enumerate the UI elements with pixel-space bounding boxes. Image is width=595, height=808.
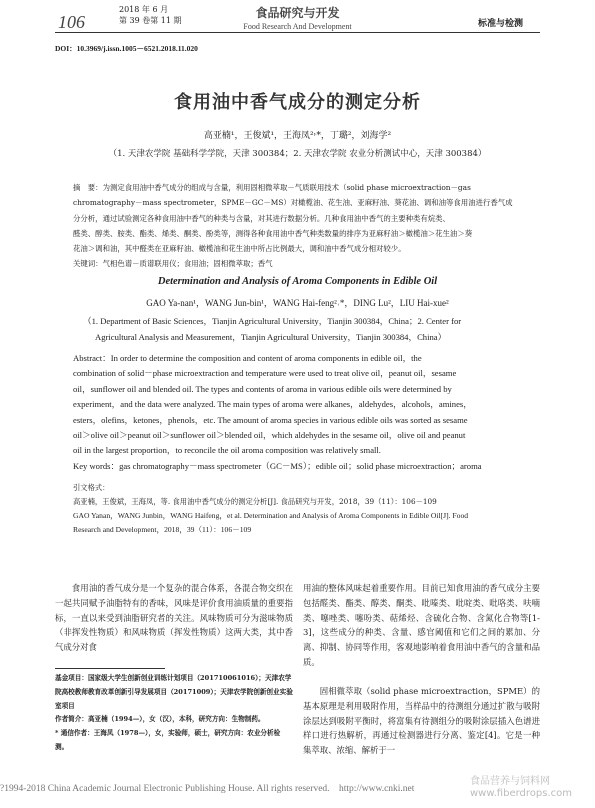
section-name: 标准与检测 xyxy=(478,19,524,29)
abstract-cn-line: 分分析，通过试验测定各种食用油中香气的种类与含量，对其进行数据分析。几种食用油中香气的主要种类有烷类、 xyxy=(73,213,450,223)
page-number: 106 xyxy=(58,12,85,32)
citation-block xyxy=(73,481,528,537)
doi: DOI：10.3969/j.issn.1005－6521.2018.11.020 xyxy=(55,44,198,53)
affiliation-en-line: （1. Department of Basic Sciences，Tianjin Agricultural University，Tianjin 300384，China；2. Center for xyxy=(83,316,462,326)
citation-heading: 引文格式： xyxy=(73,483,110,492)
abstract-en-line: esters，olefins，ketones，phenols，etc. The amount of aroma species in various edible oils was sorted as sesame xyxy=(73,414,468,425)
journal-title-en: Food Research And Development xyxy=(243,22,352,31)
keywords-cn: 关键词：气相色谱－质谱联用仪；食用油；固相微萃取；香气 xyxy=(73,259,273,269)
footnote-funding: 基金项目：国家级大学生创新创业训练计划项目（201710061016）；天津农学院高校教师教育改革创新引导发展项目（20171009）；天津农学院创新创业实验室项目 xyxy=(55,674,293,710)
citation-en: GAO Yanan，WANG Junbin，WANG Haifeng，et al. Determination and Analysis of Aroma Components in Edible Oil[J]. Food xyxy=(73,511,469,520)
body-paragraph-left: 食用油的香气成分是一个复杂的混合体系，各混合物交织在一起共同赋予油脂特有的香味，风味是评价食用油质量的重要指标，一直以来受到油脂研究者的关注。风味物质可分为滋味物质（非挥发性物质）和风味物质（挥发性物质）这两大类，其中香气成分对食 xyxy=(55,583,293,653)
abstract-en-line: combination of solid－phase microextraction and temperature were used to treat olive oil，peanut oil，sesame xyxy=(73,368,457,379)
affiliation-cn: （1. 天津农学院 基础科学学院，天津 300384；2. 天津农学院 农业分析测试中心，天津 300384） xyxy=(108,149,487,159)
abstract-en-line: Abstract：In order to determine the composition and content of aroma components in edible oil，the xyxy=(73,353,422,363)
authors-cn: 高亚楠¹，王俊斌¹，王海凤²˒*，丁璐²，刘海学² xyxy=(203,131,392,141)
article-title-en: Determination and Analysis of Aroma Components in Edible Oil xyxy=(157,276,438,287)
article-title-cn: 食用油中香气成分的测定分析 xyxy=(174,92,421,113)
body-paragraph-right-1: 用油的整体风味起着重要作用。目前已知食用油的香气成分主要包括醛类、酯类、醇类、酮类、吡嗪类、吡啶类、吡咯类、呋喃类、噻唑类、噻吩类、萜烯烃、含硫化合物、含氮化合物等[1-3]，这些成分的种类、含量、感官阈值和它们之间的累加、分离、抑制、协同等作用，客观地影响着食用油中香气的含量和品质。 xyxy=(303,583,540,667)
affiliation-en-line: Agricultural Analysis and Measurement，Tianjin Agricultural University，Tianjin 300384，China） xyxy=(95,331,447,342)
journal-title-cn: 食品研究与开发 xyxy=(255,6,340,20)
volume-issue: 第 39 卷第 11 期 xyxy=(119,16,182,25)
footnotes xyxy=(55,672,293,755)
abstract-cn-line: 花油＞调和油，其中醛类在亚麻籽油、橄榄油和花生油中所占比例最大，调和油中香气成分相对较少。 xyxy=(73,244,406,254)
abstract-en xyxy=(73,351,528,474)
abstract-cn-line: 摘 要：为测定食用油中香气成分的组成与含量，利用固相微萃取－气质联用技术（solid phase microextraction－gas xyxy=(73,183,471,192)
affiliation-en xyxy=(83,314,523,345)
citation-en: Research and Development，2018，39（11）：106－109 xyxy=(73,525,252,534)
abstract-en-line: oil in the largest proportion，to reconcile the oil aroma composition was relatively small. xyxy=(73,445,381,456)
watermark: 食品营养与饲料网 www.fiberdrops.com xyxy=(470,776,572,799)
abstract-en-line: oil＞olive oil＞peanut oil＞sunflower oil＞blended oil，which aldehydes in the sesame oil，olive oil and peanut xyxy=(73,430,466,441)
header-rule xyxy=(55,32,540,33)
citation-cn: 高亚楠，王俊斌，王海凤，等. 食用油中香气成分的测定分析[J]. 食品研究与开发，2018，39（11）：106－109 xyxy=(73,497,437,506)
abstract-cn-line: chromatography－mass spectrometer，SPME－GC－MS）对橄榄油、花生油、亚麻籽油、葵花油、调和油等食用油进行香气成 xyxy=(73,198,513,208)
copyright-footer: ?1994-2018 China Academic Journal Electronic Publishing House. All rights reserved. http://www.cnki.net xyxy=(0,784,415,794)
footnote-author: 作者简介：高亚楠（1994—），女（汉），本科，研究方向：生物制药。 xyxy=(55,715,265,724)
abstract-cn xyxy=(73,180,523,272)
body-paragraph-right-2: 固相微萃取（solid phase microextraction，SPME）的基本原理是利用吸附作用，当样品中的待测组分通过扩散与吸附涂层达到吸附平衡时，将富集有待测组分的吸附涂层插入色谱进样口进行热解析，再通过检测器进行分离、鉴定[4]。它是一种集萃取、浓缩、解析于一 xyxy=(303,686,540,756)
authors-en: GAO Ya-nan¹，WANG Jun-bin¹，WANG Hai-feng²˒*，DING Lu²，LIU Hai-xue² xyxy=(146,298,449,308)
issue-date: 2018 年 6 月 xyxy=(119,5,169,14)
footnote-corresponding: * 通信作者：王海凤（1978—），女，实验师，硕士，研究方向：农业分析检测。 xyxy=(55,729,281,751)
abstract-en-line: oil，sunflower oil and blended oil. The types and contents of aroma in various edible oils were determined by xyxy=(73,383,452,394)
footnote-rule xyxy=(55,668,165,669)
abstract-cn-line: 醛类、醇类、胺类、酯类、烯类、酮类、酚类等，测得各种食用油中香气种类数量的排序为亚麻籽油＞橄榄油＞花生油＞葵 xyxy=(73,228,473,238)
keywords-en: Key words：gas chromatography－mass spectrometer（GC－MS）；edible oil；solid phase microextraction；aroma xyxy=(73,460,482,471)
abstract-en-line: experiment，and the data were analyzed. The main types of aroma were alkanes，aldehydes，alcohols，amines， xyxy=(73,399,472,410)
